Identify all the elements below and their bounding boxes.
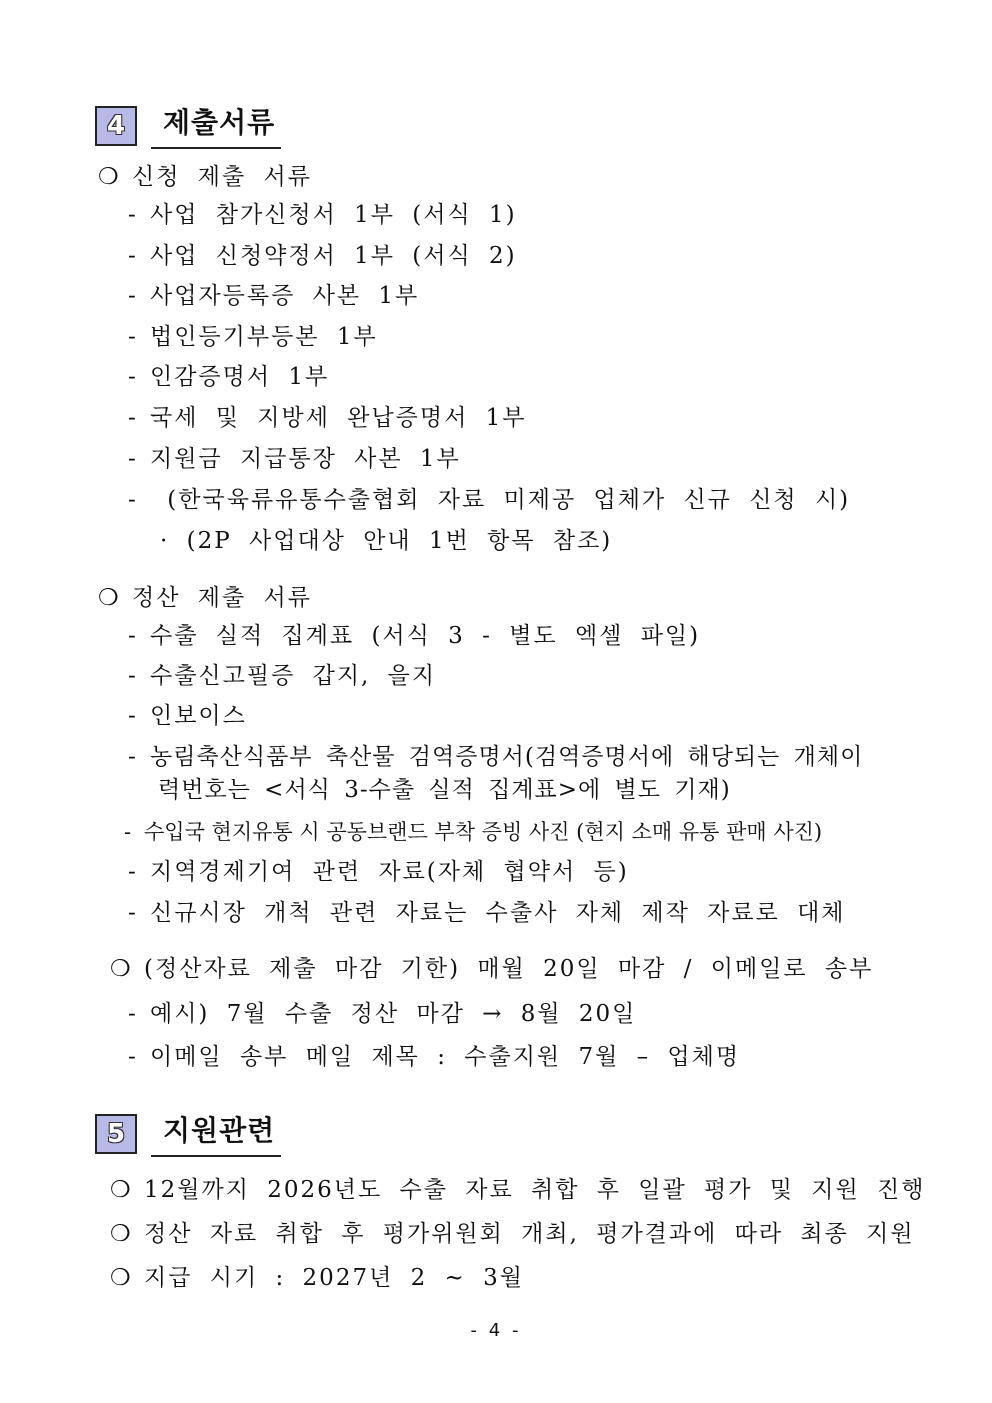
circle-bullet-icon: ❍ bbox=[98, 585, 121, 611]
sub-note: · (2P 사업대상 안내 1번 항목 참조) bbox=[160, 528, 613, 554]
list-item: - 농림축산식품부 축산물 검역증명서(검역증명서에 해당되는 개체이 bbox=[128, 744, 864, 770]
section-5-header bbox=[95, 1111, 281, 1157]
page-number: - 4 - bbox=[470, 1320, 522, 1341]
list-item: - (한국육류유통수출협회 자료 미제공 업체가 신규 신청 시) bbox=[128, 487, 851, 513]
circle-bullet-icon: ❍ bbox=[110, 1177, 133, 1203]
list-item: - 지원금 지급통장 사본 1부 bbox=[128, 446, 461, 472]
list-item: - 지역경제기여 관련 자료(자체 협약서 등) bbox=[128, 859, 629, 885]
deadline-heading: ❍ (정산자료 제출 마감 기한) 매월 20일 마감 / 이메일로 송부 bbox=[110, 956, 874, 982]
list-item: - 국세 및 지방세 완납증명서 1부 bbox=[128, 405, 527, 431]
list-item: - 사업 신청약정서 1부 (서식 2) bbox=[128, 243, 517, 269]
list-item: ❍ 정산 자료 취합 후 평가위원회 개최, 평가결과에 따라 최종 지원 bbox=[110, 1221, 915, 1247]
list-item: - 수출신고필증 갑지, 을지 bbox=[128, 663, 437, 689]
circle-bullet-icon: ❍ bbox=[98, 164, 121, 190]
list-item: - 인감증명서 1부 bbox=[128, 364, 330, 390]
section-title: 제출서류 bbox=[151, 103, 281, 149]
circle-bullet-icon: ❍ bbox=[110, 1221, 133, 1247]
section-number-badge: 5 bbox=[95, 1114, 137, 1154]
circle-bullet-icon: ❍ bbox=[110, 1265, 133, 1291]
section-title: 지원관련 bbox=[151, 1111, 281, 1157]
list-item: - 신규시장 개척 관련 자료는 수출사 자체 제작 자료로 대체 bbox=[128, 900, 846, 926]
list-item: - 예시) 7월 수출 정산 마감 → 8월 20일 bbox=[128, 1001, 637, 1027]
list-item: - 수출 실적 집계표 (서식 3 - 별도 엑셀 파일) bbox=[128, 623, 701, 649]
list-item: - 이메일 송부 메일 제목 : 수출지원 7월 – 업체명 bbox=[128, 1044, 741, 1070]
section-number-badge: 4 bbox=[95, 106, 137, 146]
settlement-heading: ❍ 정산 제출 서류 bbox=[98, 585, 312, 611]
list-item: - 수입국 현지유통 시 공동브랜드 부착 증빙 사진 (현지 소매 유통 판매 사진) bbox=[124, 820, 823, 844]
list-item: - 사업자등록증 사본 1부 bbox=[128, 283, 420, 309]
list-item-continuation: 력번호는 <서식 3-수출 실적 집계표>에 별도 기재) bbox=[158, 777, 731, 803]
list-item: - 사업 참가신청서 1부 (서식 1) bbox=[128, 202, 517, 228]
circle-bullet-icon: ❍ bbox=[110, 956, 133, 982]
list-item: ❍ 지급 시기 : 2027년 2 ~ 3월 bbox=[110, 1265, 524, 1291]
section-4-header bbox=[95, 103, 281, 149]
list-item: - 인보이스 bbox=[128, 703, 247, 729]
list-item: ❍ 12월까지 2026년도 수출 자료 취합 후 일괄 평가 및 지원 진행 bbox=[110, 1177, 926, 1203]
list-item: - 법인등기부등본 1부 bbox=[128, 324, 378, 350]
application-heading: ❍ 신청 제출 서류 bbox=[98, 164, 312, 190]
